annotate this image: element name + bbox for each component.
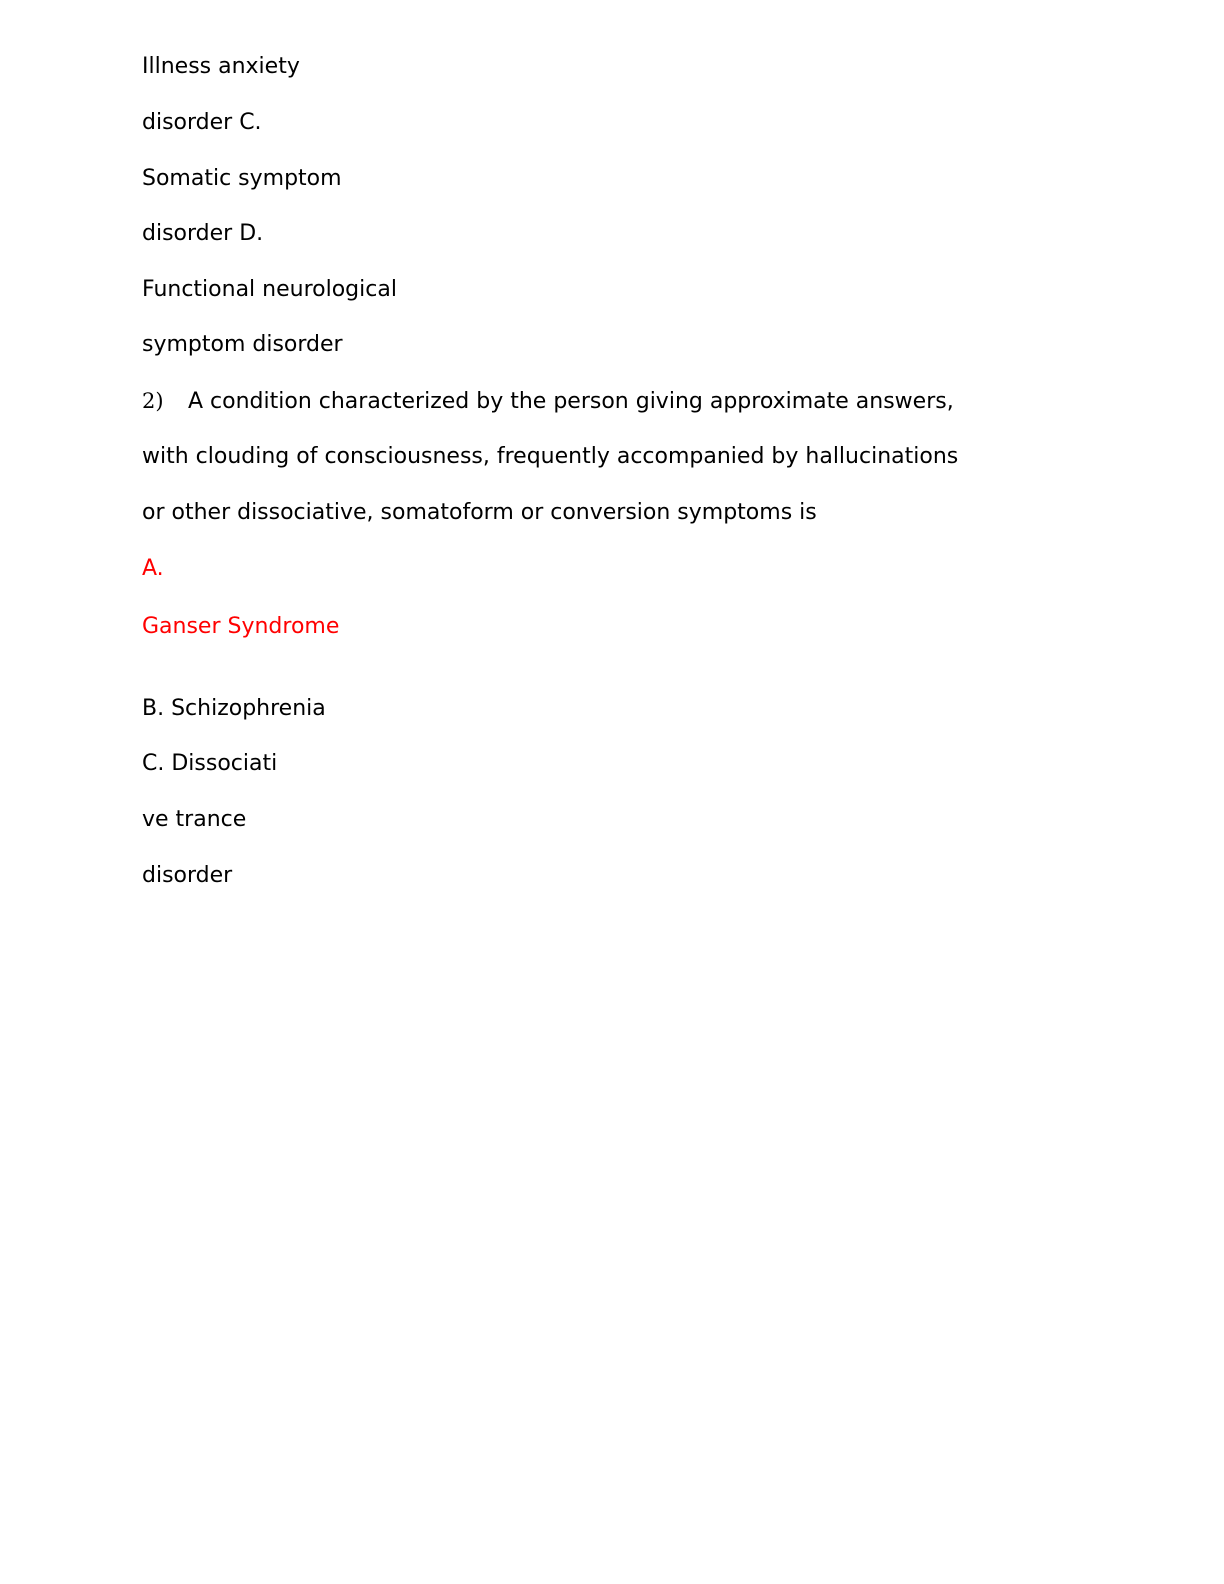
answer-label: A.	[142, 556, 164, 581]
question-2-line-1	[142, 387, 954, 416]
option-c-part-1: C. Dissociati	[142, 751, 278, 776]
question-text-line-1: A condition characterized by the person giving approximate answers,	[188, 389, 954, 414]
text-line-symptom-disorder: symptom disorder	[142, 332, 343, 357]
text-line-disorder-d: disorder D.	[142, 221, 264, 246]
text-line-illness-anxiety: Illness anxiety	[142, 54, 300, 79]
text-line-disorder-c: disorder C.	[142, 110, 262, 135]
option-b: B. Schizophrenia	[142, 696, 326, 721]
question-number: 2)	[142, 389, 164, 413]
text-line-somatic-symptom: Somatic symptom	[142, 166, 342, 191]
text-line-functional-neurological: Functional neurological	[142, 277, 397, 302]
option-c-part-2: ve trance	[142, 807, 247, 832]
answer-text: Ganser Syndrome	[142, 614, 340, 639]
question-text-line-2: with clouding of consciousness, frequently accompanied by hallucinations	[142, 444, 959, 469]
question-text-line-3: or other dissociative, somatoform or conversion symptoms is	[142, 500, 817, 525]
option-c-part-3: disorder	[142, 863, 233, 888]
